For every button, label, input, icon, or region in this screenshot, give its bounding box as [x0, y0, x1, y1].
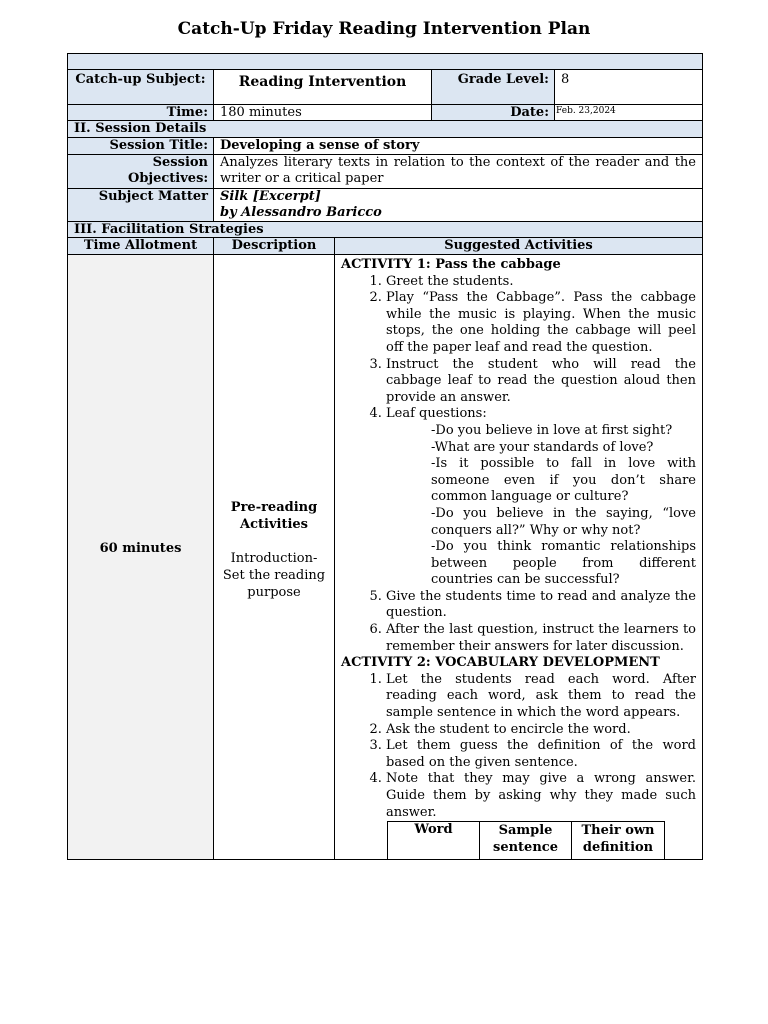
grade-label: Grade Level: [457, 72, 549, 87]
activity1-title: ACTIVITY 1: Pass the cabbage [341, 257, 561, 272]
objectives-row [68, 155, 702, 189]
vocabulary-table [387, 821, 665, 859]
session-details-heading-row [68, 121, 702, 138]
col-suggested-activities: Suggested Activities [444, 238, 593, 253]
document-title: Catch-Up Friday Reading Intervention Plan [177, 19, 591, 39]
time-allotment-value: 60 minutes [99, 541, 182, 556]
vocab-col-own-definition: Their own definition [581, 823, 655, 855]
leaf-questions [431, 423, 696, 589]
list-item: 1. Let the students read each word. After reading each word, ask them to read the sample sentence in which the word appears. [386, 672, 696, 722]
facilitation-heading-row [68, 222, 702, 238]
session-title-row [68, 138, 702, 155]
activity-body-row [68, 255, 702, 859]
session-title-value: Developing a sense of story [220, 138, 420, 153]
description-title: Pre-reading Activities [230, 500, 318, 532]
blank-header-row [68, 54, 702, 70]
leaf-questions-label: Leaf questions: [386, 406, 487, 422]
objectives-value: Analyzes literary texts in relation to the context of the reader and the writer or a critical paper [220, 155, 696, 186]
column-header-row [68, 238, 702, 255]
subject-matter-row [68, 189, 702, 222]
activity1-steps [386, 274, 702, 656]
list-item: 3. Let them guess the definition of the word based on the given sentence. [386, 738, 696, 771]
list-item: 5. Give the students time to read and analyze the question. [386, 589, 696, 622]
date-label: Date: [510, 105, 549, 120]
session-title-label: Session Title: [109, 138, 208, 153]
subject-row [68, 70, 702, 105]
suggested-activities-cell [335, 255, 702, 859]
session-details-heading: II. Session Details [74, 121, 207, 136]
grade-value: 8 [561, 72, 570, 87]
date-value: Feb. 23,2024 [556, 106, 616, 116]
activity2-steps [386, 672, 702, 821]
leaf-question: -Is it possible to fall in love with someone even if you don’t share common language or culture? [431, 456, 696, 505]
list-item: 2. Ask the student to encircle the word. [386, 722, 696, 739]
plan-table [67, 53, 703, 860]
subject-value: Reading Intervention [238, 74, 407, 90]
leaf-question: -Do you believe in love at first sight? [431, 422, 673, 438]
facilitation-heading: III. Facilitation Strategies [74, 222, 264, 237]
leaf-question: -Do you believe in the saying, “love conquers all?” Why or why not? [431, 505, 696, 538]
list-item: 2. Play “Pass the Cabbage”. Pass the cabbage while the music is playing. When the music stops, the one holding the cabbage will peel off the paper leaf and read the question. [386, 290, 696, 356]
col-time-allotment: Time Allotment [83, 238, 198, 253]
subject-label: Catch-up Subject: [75, 72, 206, 87]
vocab-col-word: Word [388, 822, 480, 859]
description-body: Introduction- Set the reading purpose [222, 551, 326, 600]
list-item [386, 406, 696, 589]
leaf-question: -What are your standards of love? [431, 439, 654, 455]
subject-matter-author: by Alessandro Baricco [220, 205, 382, 220]
list-item: 4. Note that they may give a wrong answer. Guide them by asking why they made such answer. [386, 771, 696, 821]
activity2-title: ACTIVITY 2: VOCABULARY DEVELOPMENT [341, 655, 660, 671]
list-item: 3. Instruct the student who will read the cabbage leaf to read the question aloud then provide an answer. [386, 357, 696, 407]
vocab-col-sample-sentence: Sample sentence [480, 822, 572, 859]
time-value: 180 minutes [220, 105, 302, 120]
list-item: 6. After the last question, instruct the learners to remember their answers for later discussion. [386, 622, 696, 655]
col-description: Description [231, 238, 317, 253]
time-label: Time: [166, 105, 208, 120]
subject-matter-label: Subject Matter [98, 189, 208, 204]
objectives-label: Session Objectives: [128, 155, 209, 186]
subject-matter-title: Silk [Excerpt] [220, 189, 321, 204]
time-row [68, 105, 702, 121]
list-item: 1. Greet the students. [386, 274, 696, 291]
leaf-question: -Do you think romantic relationships between people from different countries can be successful? [431, 539, 696, 588]
